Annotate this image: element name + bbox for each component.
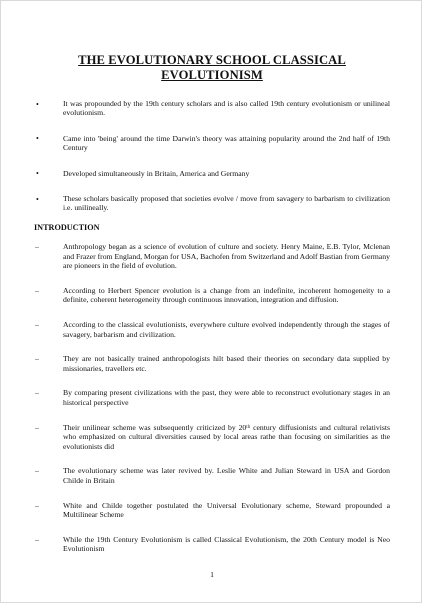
list-item — [34, 501, 390, 520]
bullet-text: Developed simultaneously in Britain, America and Germany — [63, 168, 250, 178]
bullet-icon: • — [36, 134, 39, 144]
point-text: They are not basically trained anthropologists hilt based their theories on secondary data supplied by missionaries, travellers etc. — [63, 354, 390, 373]
bullet-icon: • — [36, 194, 39, 204]
point-text: While the 19th Century Evolutionism is called Classical Evolutionism, the 20th Century model is Neo Evolutionism — [63, 534, 390, 554]
point-text: According to the classical evolutionists, everywhere culture evolved independently through the stages of savagery, barbarism and civilization. — [63, 319, 390, 339]
dash-icon: – — [35, 388, 39, 398]
list-item — [34, 466, 390, 485]
list-item — [34, 388, 390, 407]
introduction-point-list — [34, 242, 390, 554]
dash-icon: – — [35, 534, 39, 544]
dash-icon: – — [35, 242, 39, 251]
point-text: According to Herbert Spencer evolution is a change from an indefinite, incoherent homogeneity to a definite, coherent heterogeneity through continuous innovation, integration and diffusion. — [63, 285, 390, 305]
dash-icon: – — [35, 319, 39, 329]
dash-icon: – — [35, 285, 39, 295]
dash-icon: – — [35, 354, 39, 364]
list-item — [34, 286, 390, 305]
bullet-text: Came into 'being' around the time Darwin's theory was attaining popularity around the 2nd half of 19th Century — [63, 133, 390, 153]
dash-icon: – — [35, 466, 39, 476]
dash-icon: – — [35, 422, 39, 432]
bullet-item — [34, 194, 390, 213]
list-item — [34, 354, 390, 373]
point-text: The evolutionary scheme was later revived by. Leslie White and Julian Steward in USA and Gordon Childe in Britain — [63, 466, 390, 485]
bullet-text: These scholars basically proposed that societies evolve / move from savagery to barbarism to civilization i.e. unilineally. — [63, 194, 390, 213]
intro-bullet-list — [34, 99, 390, 213]
point-text: White and Childe together postulated the Universal Evolutionary scheme, Steward propounded a Multilinear Scheme — [63, 500, 390, 520]
list-item — [34, 535, 390, 554]
list-item — [34, 320, 390, 339]
bullet-item — [34, 99, 390, 118]
bullet-item — [34, 134, 390, 153]
point-text: By comparing present civilizations with the past, they were able to reconstruct evolutionary stages in an historical perspective — [63, 388, 390, 407]
page-title: THE EVOLUTIONARY SCHOOL CLASSICAL EVOLUTIONISM — [78, 53, 346, 82]
list-item — [34, 423, 390, 452]
list-item — [34, 242, 390, 271]
section-heading: INTRODUCTION — [34, 223, 100, 232]
page-number: 1 — [210, 570, 214, 579]
dash-icon: – — [35, 500, 39, 510]
point-text: Anthropology began as a science of evolution of culture and society. Henry Maine, E.B. Tylor, Mclenan and Frazer from England, Morgan for USA, Bachofen from Switzerland and Adolf Bastian from Germany are pioneers in the field of evolution. — [63, 242, 390, 271]
bullet-icon: • — [36, 99, 39, 109]
bullet-item — [34, 169, 390, 178]
point-text: Their unilinear scheme was subsequently criticized by 20ᵗʰ century diffusionists and cultural relativists who emphasized on cultural diversities caused by local areas rathe than focusing on similarities as the evolutionists did — [63, 422, 390, 451]
bullet-icon: • — [36, 169, 39, 179]
bullet-text: It was propounded by the 19th century scholars and is also called 19th century evolutionism or unilineal evolutionism. — [63, 99, 390, 118]
